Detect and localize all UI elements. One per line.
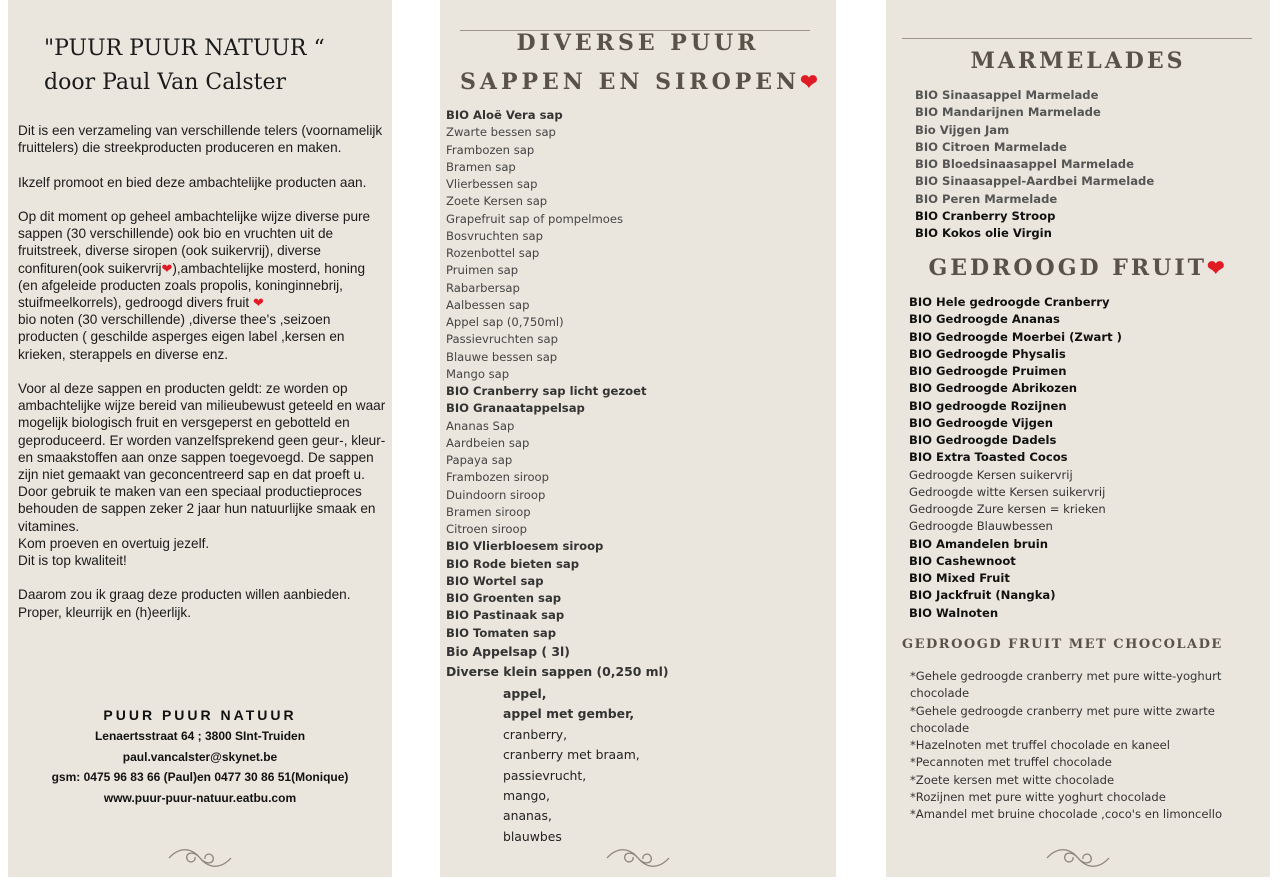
marmelade-list <box>915 87 1154 242</box>
juice-item: Frambozen sap <box>446 142 535 157</box>
small-juice-item: passievrucht, <box>503 767 587 783</box>
heading-text: GEDROOGD FRUIT <box>928 255 1207 281</box>
juice-item: Papaya sap <box>446 453 513 467</box>
small-juice-item: ananas, <box>503 808 552 824</box>
juice-item: BIO Cranberry sap licht gezoet <box>446 384 647 398</box>
small-juice-list <box>503 684 640 847</box>
dried-fruit-item: BIO Extra Toasted Cocos <box>909 450 1068 465</box>
chocolate-fruit-item: *Amandel met bruine chocolade ,coco's en limoncello <box>910 807 1223 821</box>
marmelade-item: BIO Kokos olie Virgin <box>915 226 1052 240</box>
brand-name: PUUR PUUR NATUUR <box>103 707 297 723</box>
divider <box>902 38 1252 39</box>
juice-item: Frambozen siroop <box>446 470 550 485</box>
juice-item: Mango sap <box>446 366 510 381</box>
phone-numbers: gsm: 0475 96 83 66 (Paul)en 0477 30 86 51(Monique) <box>51 770 349 785</box>
marmelades-heading: MARMELADES <box>970 48 1186 74</box>
dried-fruit-item: BIO Hele gedroogde Cranberry <box>909 295 1110 309</box>
dried-fruit-item: BIO Gedroogde Physalis <box>909 346 1066 361</box>
juice-item: BIO Vlierbloesem siroop <box>446 539 604 554</box>
chocolate-fruit-item: *Gehele gedroogde cranberry met pure witte-yoghurt chocolade <box>910 669 1222 701</box>
para-text: Daarom zou ik graag deze producten willen aanbieden. <box>18 587 351 603</box>
intro-text <box>18 122 386 638</box>
scroll-ornament <box>165 845 235 871</box>
dried-fruit-item: BIO gedroogde Rozijnen <box>909 398 1067 413</box>
juice-item: Ananas Sap <box>446 418 515 433</box>
juice-item: Rozenbottel sap <box>446 246 540 260</box>
intro-paragraph: Dit is een verzameling van verschillende telers (voornamelijk fruittelers) die streekproducten produceren en maken. <box>18 123 383 156</box>
juice-item: Blauwe bessen sap <box>446 349 558 364</box>
marmelade-item: BIO Bloedsinaasappel Marmelade <box>915 157 1134 171</box>
dried-fruit-item: BIO Gedroogde Pruimen <box>909 364 1067 378</box>
marmelade-item: BIO Sinaasappel-Aardbei Marmelade <box>915 174 1155 189</box>
small-juice-item: blauwbes <box>503 828 562 844</box>
scroll-ornament <box>603 845 673 871</box>
chocolate-fruit-list <box>910 668 1260 823</box>
juice-item: Appel sap (0,750ml) <box>446 315 564 329</box>
juice-item: Citroen siroop <box>446 522 527 536</box>
juice-item: BIO Rode bieten sap <box>446 556 579 571</box>
para-text: bio noten (30 verschillende) ,diverse thee's ,seizoen producten ( geschilde asperges eigen label ,kersen en krieken, sterappels en diverse enz. <box>18 312 345 362</box>
intro-panel <box>8 0 392 877</box>
para-text: Dit is top kwaliteit! <box>18 553 127 569</box>
intro-paragraph <box>18 586 386 620</box>
address: Lenaertsstraat 64 ; 3800 SInt-Truiden <box>94 728 306 743</box>
juice-item: Bramen siroop <box>446 504 531 519</box>
dried-fruit-item: BIO Gedroogde Dadels <box>909 433 1057 447</box>
para-text: Door gebruik te maken van een speciaal productieproces behouden de sappen zeker 2 jaar hun natuurlijke smaak en vitamines. <box>18 484 376 534</box>
dried-fruit-item: BIO Amandelen bruin <box>909 536 1048 551</box>
dried-fruit-heading <box>886 254 1270 282</box>
chocolate-fruit-item: *Rozijnen met pure witte yoghurt chocolade <box>910 789 1166 804</box>
marmelade-item: BIO Cranberry Stroop <box>915 208 1056 223</box>
dried-fruit-item: Gedroogde Zure kersen = krieken <box>909 502 1106 516</box>
para-text: Kom proeven en overtuig jezelf. <box>18 535 210 551</box>
website-link[interactable]: www.puur-puur-natuur.eatbu.com <box>103 791 297 806</box>
juices-heading-line-2 <box>460 67 822 97</box>
juice-item: Passievruchten sap <box>446 332 558 347</box>
small-juices-heading: Diverse klein sappen (0,250 ml) <box>446 664 669 680</box>
heart-icon: ❤ <box>161 260 173 276</box>
para-text: Voor al deze sappen en producten geldt: ze worden op ambachtelijke wijze bereid van milieubewust geteeld en waar mogelijk biologisch fruit en versgeperst en gebotteld en geproduceerd. Er worden vanzelfsprekend geen geur-, kleur- en smaakstoffen aan onze sappen toegevoegd. De sappen zijn niet gemaakt van geconcentreerd sap en dat proeft u. <box>18 381 386 483</box>
title-line-2: door Paul Van Calster <box>44 70 287 95</box>
dried-fruit-item: BIO Gedroogde Ananas <box>909 312 1060 327</box>
marmelade-item: BIO Peren Marmelade <box>915 191 1058 206</box>
dried-fruit-list <box>909 294 1122 622</box>
juice-item: BIO Groenten sap <box>446 591 562 605</box>
small-juice-item: appel met gember, <box>503 706 635 722</box>
small-juice-item: mango, <box>503 788 550 804</box>
dried-fruit-item: BIO Jackfruit (Nangka) <box>909 588 1056 603</box>
para-text: ),ambachtelijke mosterd, honing (en afgeleide producten zoals propolis, koninginnebrij, stuifmeelkorrels), gedroogd divers fruit <box>18 260 366 310</box>
juice-item: Zwarte bessen sap <box>446 125 556 140</box>
dried-fruit-item: BIO Gedroogde Vijgen <box>909 415 1053 430</box>
heading-text: SAPPEN EN SIROPEN <box>460 69 801 95</box>
marmelade-item: BIO Sinaasappel Marmelade <box>915 88 1099 102</box>
juice-item: Zoete Kersen sap <box>446 194 548 209</box>
juices-panel <box>440 0 836 877</box>
small-juice-item: cranberry, <box>503 726 568 742</box>
dried-fruit-item: BIO Gedroogde Abrikozen <box>909 381 1078 396</box>
juice-item: BIO Granaatappelsap <box>446 401 585 416</box>
dried-fruit-item: BIO Cashewnoot <box>909 553 1016 568</box>
juice-item: BIO Aloë Vera sap <box>446 108 563 122</box>
dried-fruit-item: Gedroogde Kersen suikervrij <box>909 467 1073 482</box>
dried-fruit-item: BIO Gedroogde Moerbei (Zwart ) <box>909 329 1122 344</box>
bio-appelsap-item: Bio Appelsap ( 3l) <box>446 643 570 659</box>
intro-paragraph: Ikzelf promoot en bied deze ambachtelijke producten aan. <box>18 174 367 190</box>
intro-paragraph <box>18 208 386 363</box>
heart-icon: ❤ <box>800 69 822 94</box>
title-line-1: "PUUR PUUR NATUUR “ <box>44 36 325 61</box>
juice-item: Bramen sap <box>446 159 516 174</box>
juices-heading-line-1: DIVERSE PUUR <box>516 30 760 56</box>
marmelade-item: BIO Mandarijnen Marmelade <box>915 105 1101 120</box>
juice-item: Rabarbersap <box>446 280 520 295</box>
juice-item: BIO Wortel sap <box>446 573 544 588</box>
email-link[interactable]: paul.vancalster@skynet.be <box>122 749 278 764</box>
marmelade-item: BIO Citroen Marmelade <box>915 139 1067 154</box>
heart-icon: ❤ <box>1207 255 1228 280</box>
scroll-ornament <box>1043 845 1113 871</box>
dried-fruit-item: Gedroogde Blauwbessen <box>909 519 1053 534</box>
para-text: Op dit moment op geheel ambachtelijke wijze diverse pure sappen (30 verschillende) ook bio en vruchten uit de fruitstreek, diverse siropen (ook suikervrij), diverse confituren(ook suikervrij <box>18 208 371 276</box>
juice-item: BIO Pastinaak sap <box>446 608 565 623</box>
contact-block <box>8 705 392 809</box>
juice-item: Duindoorn siroop <box>446 487 546 502</box>
dried-fruit-item: BIO Mixed Fruit <box>909 571 1010 585</box>
chocolate-fruit-item: *Gehele gedroogde cranberry met pure witte zwarte chocolade <box>910 703 1215 735</box>
juice-item: BIO Tomaten sap <box>446 625 556 640</box>
juice-item: Aardbeien sap <box>446 435 530 450</box>
juice-item: Vlierbessen sap <box>446 177 538 191</box>
marmelade-item: Bio Vijgen Jam <box>915 122 1010 137</box>
small-juice-item: appel, <box>503 686 547 701</box>
brochure-title <box>44 32 325 100</box>
products-panel <box>886 0 1270 877</box>
heart-icon: ❤ <box>252 295 264 310</box>
juice-item: Aalbessen sap <box>446 297 530 312</box>
chocolate-fruit-item: *Pecannoten met truffel chocolade <box>910 755 1112 770</box>
chocolate-fruit-item: *Zoete kersen met witte chocolade <box>910 772 1115 787</box>
small-juice-item: cranberry met braam, <box>503 747 640 763</box>
intro-paragraph <box>18 380 386 569</box>
juice-item: Bosvruchten sap <box>446 228 544 243</box>
para-text: Proper, kleurrijk en (h)eerlijk. <box>18 604 192 620</box>
juice-item: Pruimen sap <box>446 263 519 278</box>
dried-fruit-item: Gedroogde witte Kersen suikervrij <box>909 484 1106 499</box>
chocolate-fruit-item: *Hazelnoten met truffel chocolade en kaneel <box>910 738 1170 752</box>
chocolate-fruit-heading: GEDROOGD FRUIT MET CHOCOLADE <box>902 637 1223 652</box>
dried-fruit-item: BIO Walnoten <box>909 605 999 620</box>
juice-list <box>446 107 669 683</box>
juice-item: Grapefruit sap of pompelmoes <box>446 211 624 226</box>
